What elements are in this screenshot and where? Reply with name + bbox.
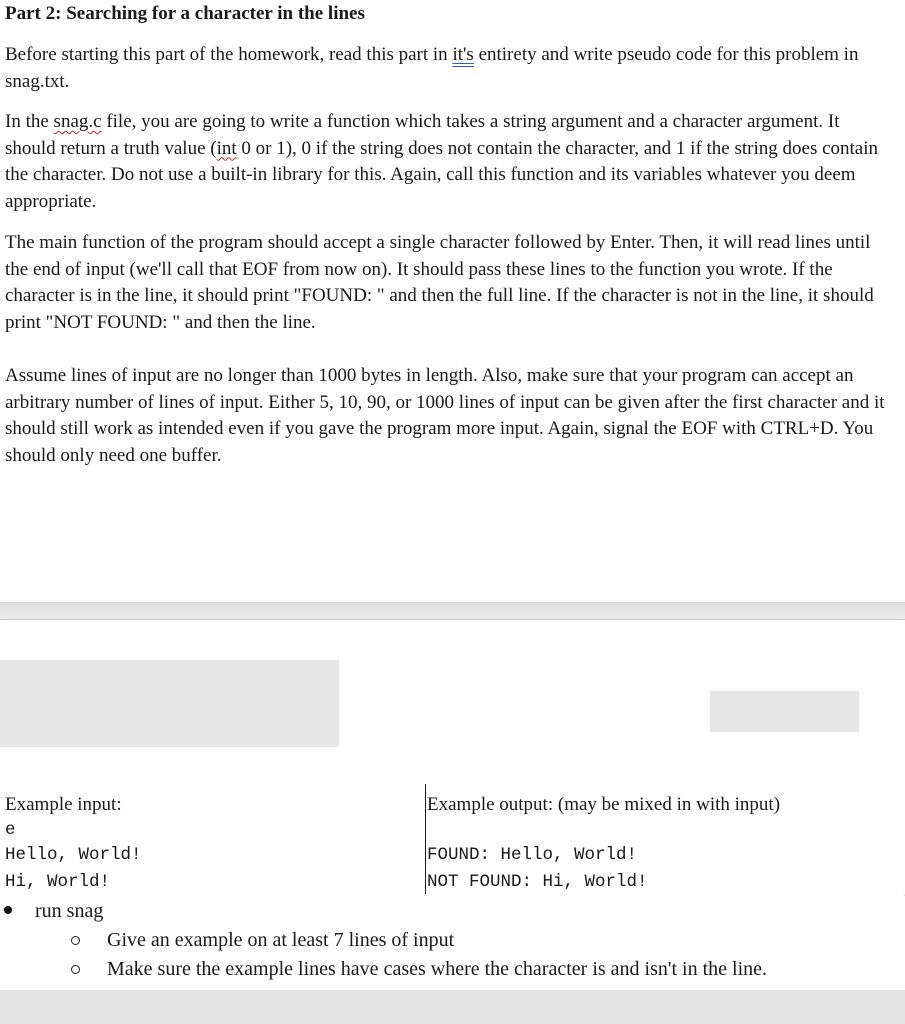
paragraph-function-text-c: file, you are going to write a function which takes a string argument and a character argument. It should return a truth value ( [5,111,840,159]
paragraph-intro-text-c: entirety and write pseudo code for this problem in snag.txt. [5,44,859,92]
redacted-block-right [710,691,859,732]
paragraph-function-text-a: In the [5,111,54,132]
redacted-block-left [0,660,339,747]
paragraph-main: The main function of the program should accept a single character followed by Enter. Then, it will read lines until the end of input (we'll call that EOF from now on). It should pass these lines to the function you wrote. If the character is in the line, it should print "FOUND: " and then the full line. If the character is not in the line, it should print "NOT FOUND: " and then the line. [5,232,874,333]
example-input-line: e [5,820,16,840]
example-input-line: Hello, World! [5,845,142,865]
grammar-flagged-word: it's [452,44,474,65]
page-gap [0,602,905,620]
hollow-bullet-icon [71,965,80,974]
example-output-line: FOUND: Hello, World! [427,845,638,865]
example-input-line: Hi, World! [5,872,111,892]
example-output-label: Example output: (may be mixed in with input) [427,794,781,815]
paragraph-assumptions: Assume lines of input are no longer than 1000 bytes in length. Also, make sure that your program can accept an arbitrary number of lines of input. Either 5, 10, 90, or 1000 lines of input can be given after the first character and it should still work as intended even if you gave the program more input. Again, signal the EOF with CTRL+D. You should only need one buffer. [5,365,885,466]
hollow-bullet-icon [71,936,80,945]
example-output-line: NOT FOUND: Hi, World! [427,872,648,892]
table-column-divider [425,784,426,894]
paragraph-function [5,109,885,215]
sub-list-item: Make sure the example lines have cases where the character is and isn't in the line. [107,958,768,980]
paragraph-intro-text-a: Before starting this part of the homework, read this part in [5,44,453,65]
spellcheck-flagged-int: int [216,137,237,159]
spellcheck-flagged-filename: snag.c [53,111,102,132]
sub-list-item: Give an example on at least 7 lines of input [107,929,455,951]
page-gap-bottom [0,990,905,1024]
paragraph-function-text-e: 0 or 1), 0 if the string does not contain the character, and 1 if the string does contain the character. Do not use a built-in library for this. Again, call this function and its variables whatever you deem appropriate. [5,137,879,212]
list-item-run-snag: run snag [35,900,104,922]
section-heading: Part 2: Searching for a character in the lines [5,3,365,24]
bullet-icon [4,906,12,914]
paragraph-intro [5,42,885,95]
example-input-label: Example input: [5,794,122,815]
